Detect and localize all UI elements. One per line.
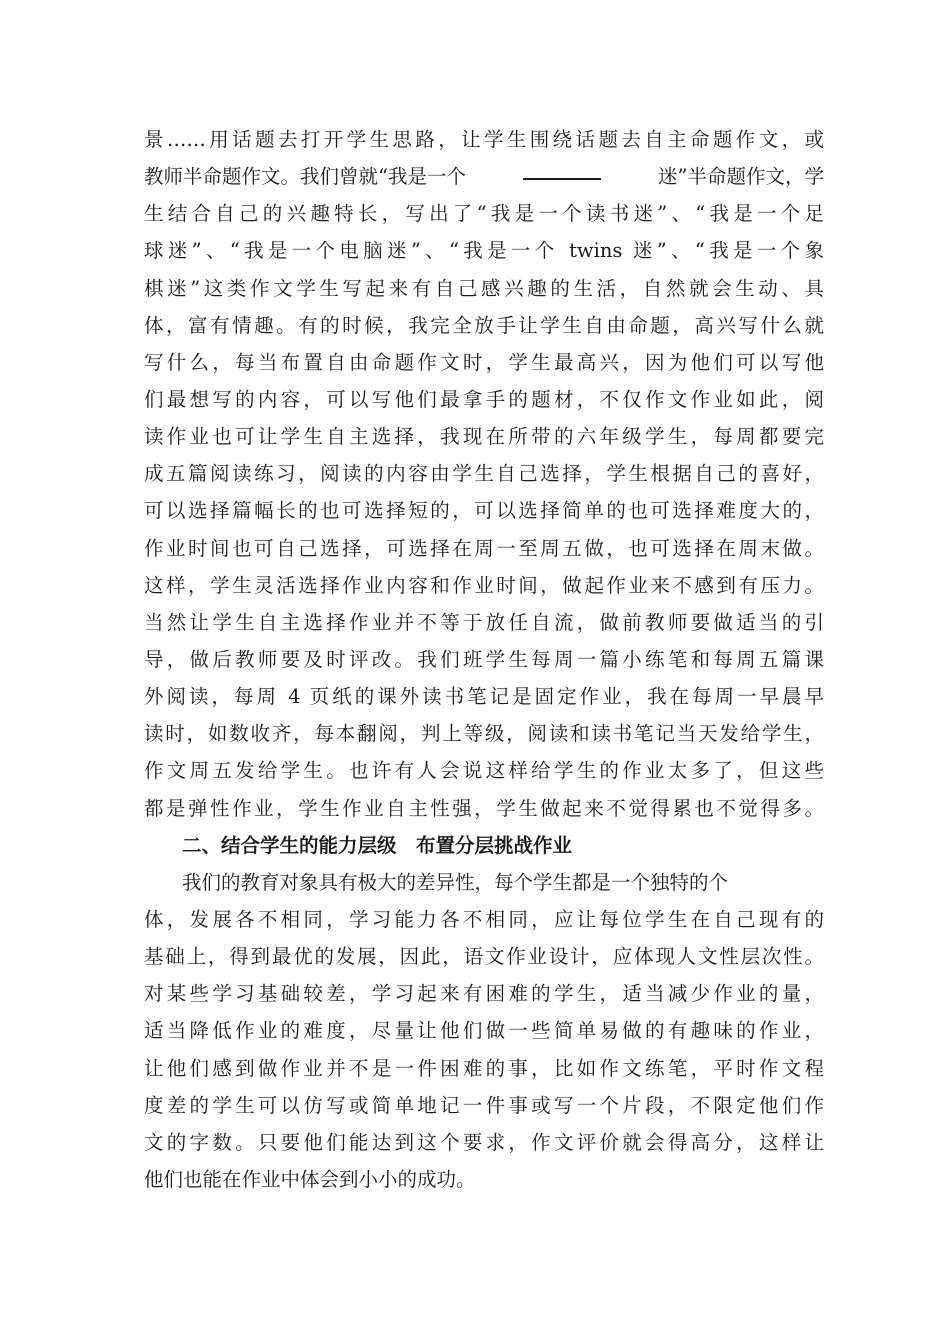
paragraph-line: 都是弹性作业，学生作业自主性强，学生做起来不觉得累也不觉得多。 (144, 796, 824, 820)
paragraph-line: 对某些学习基础较差，学习起来有困难的学生，适当减少作业的量， (144, 982, 824, 1006)
paragraph-line: 适当降低作业的难度，尽量让他们做一些简单易做的有趣味的作业， (144, 1019, 824, 1043)
paragraph-last-line: 他们也能在作业中体会到小小的成功。 (144, 1167, 476, 1191)
text-before-blank: 教师半命题作文。我们曾就“我是一个 (144, 165, 466, 189)
paragraph-line: 作文周五发给学生。也许有人会说这样给学生的作业太多了，但这些 (144, 759, 824, 783)
paragraph-line: 读时，如数收齐，每本翻阅，判上等级，阅读和读书笔记当天发给学生， (144, 722, 824, 746)
paragraph-line: 成五篇阅读练习，阅读的内容由学生自己选择，学生根据自己的喜好， (144, 462, 824, 486)
paragraph-line: 体，发展各不相同，学习能力各不相同，应让每位学生在自己现有的 (144, 907, 824, 931)
paragraph-line: 基础上，得到最优的发展，因此，语文作业设计，应体现人文性层次性。 (144, 945, 824, 969)
paragraph-line: 体，富有情趣。有的时候，我完全放手让学生自由命题，高兴写什么就 (144, 313, 824, 337)
paragraph-line-with-blank (144, 158, 824, 195)
paragraph-line: 文的字数。只要他们能达到这个要求，作文评价就会得高分，这样让 (144, 1130, 824, 1154)
paragraph-first-line: 我们的教育对象具有极大的差异性，每个学生都是一个独特的个 (182, 870, 729, 894)
paragraph-line: 写什么，每当布置自由命题作文时，学生最高兴，因为他们可以写他 (144, 350, 824, 374)
paragraph-line: 作业时间也可自己选择，可选择在周一至周五做，也可选择在周末做。 (144, 536, 824, 560)
document-body (144, 121, 824, 1198)
paragraph-line: 棋迷”这类作文学生写起来有自己感兴趣的生活，自然就会生动、具 (144, 276, 824, 300)
paragraph-line: 可以选择篇幅长的也可选择短的，可以选择简单的也可选择难度大的， (144, 499, 824, 523)
text-after-blank: 迷”半命题作文，学 (658, 165, 824, 189)
paragraph-line: 这样，学生灵活选择作业内容和作业时间，做起作业来不感到有压力。 (144, 573, 824, 597)
paragraph-line: 读作业也可让学生自主选择，我现在所带的六年级学生，每周都要完 (144, 425, 824, 449)
paragraph-line: 让他们感到做作业并不是一件困难的事，比如作文练笔，平时作文程 (144, 1056, 824, 1080)
fill-in-blank (523, 158, 601, 180)
section-heading: 二、结合学生的能力层级 布置分层挑战作业 (182, 833, 573, 857)
paragraph-line: 们最想写的内容，可以写他们最拿手的题材，不仅作文作业如此，阅 (144, 387, 824, 411)
paragraph-line: 球迷”、“我是一个电脑迷”、“我是一个 twins 迷”、“我是一个象 (144, 239, 824, 263)
paragraph-line: 导，做后教师要及时评改。我们班学生每周一篇小练笔和每周五篇课 (144, 647, 824, 671)
paragraph-line: 外阅读，每周 4 页纸的课外读书笔记是固定作业，我在每周一早晨早 (144, 685, 824, 709)
paragraph-line: 景……用话题去打开学生思路，让学生围绕话题去自主命题作文，或 (144, 128, 824, 151)
paragraph-line: 当然让学生自主选择作业并不等于放任自流，做前教师要做适当的引 (144, 610, 824, 634)
paragraph-line: 度差的学生可以仿写或简单地记一件事或写一个片段，不限定他们作 (144, 1093, 824, 1117)
paragraph-line: 生结合自己的兴趣特长，写出了“我是一个读书迷”、“我是一个足 (144, 202, 824, 226)
